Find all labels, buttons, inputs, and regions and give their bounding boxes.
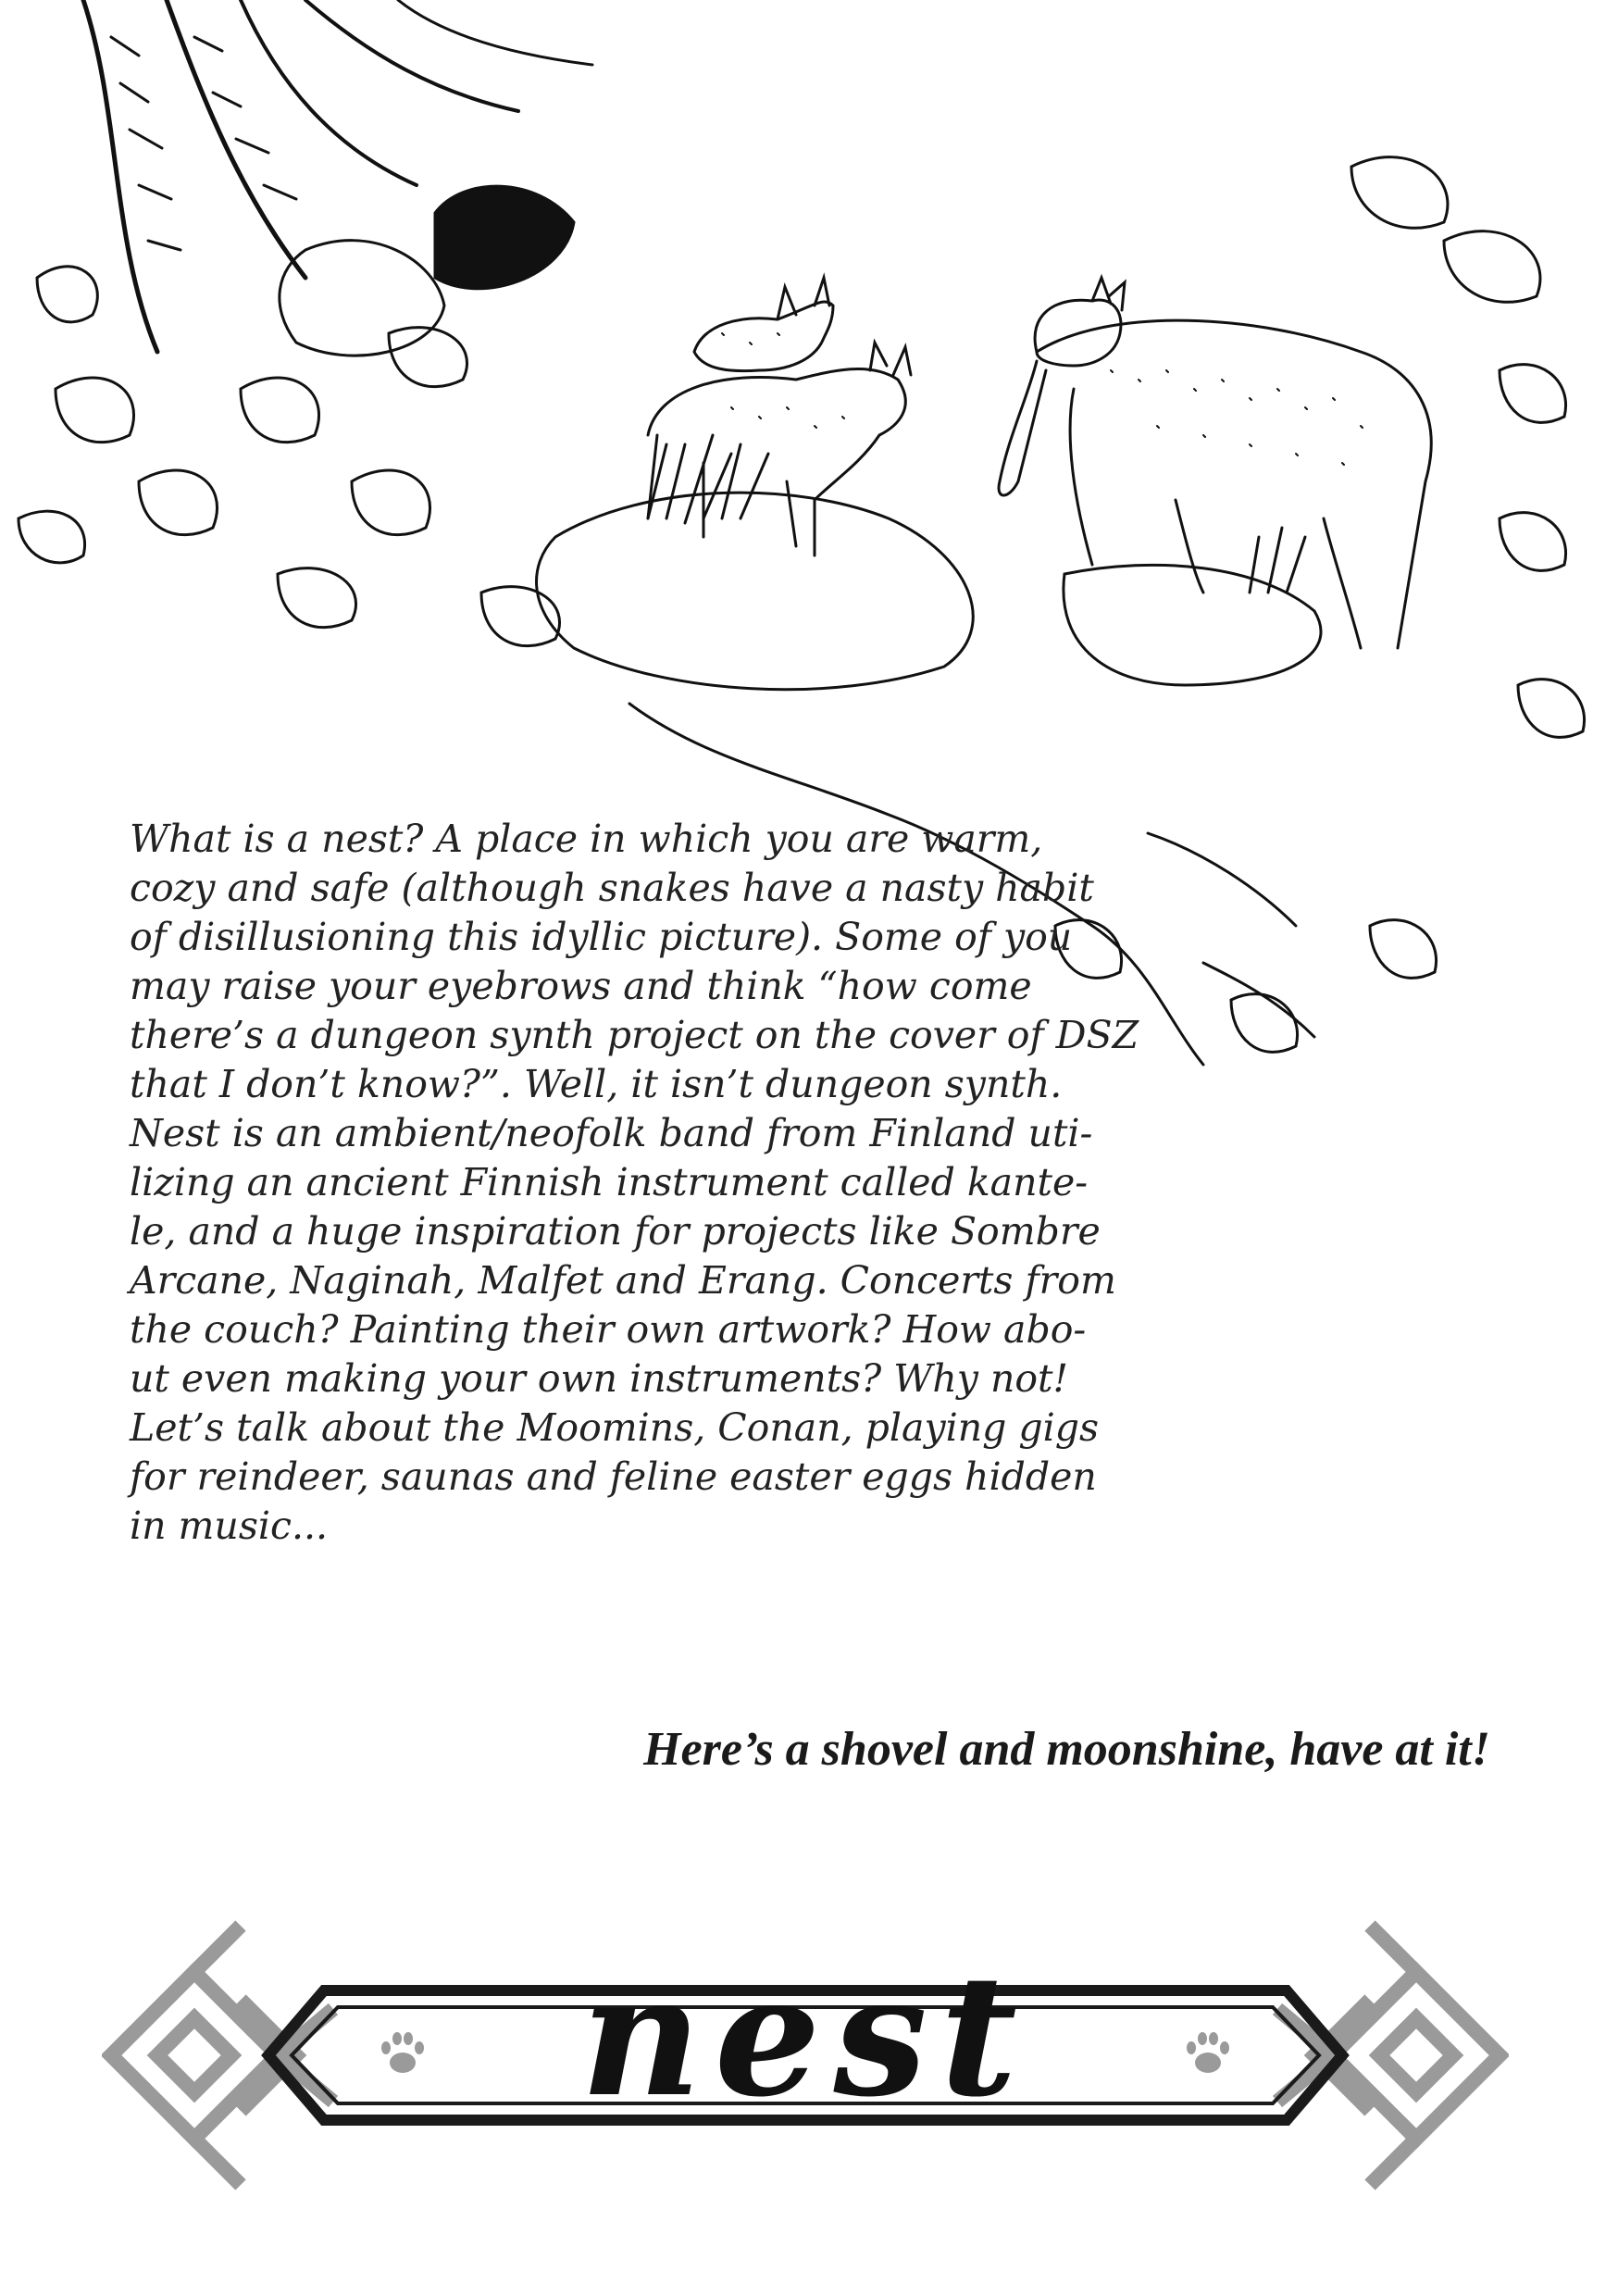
intro-line: of disillusioning this idyllic picture). Some of you — [130, 915, 1073, 959]
intro-line: there’s a dungeon synth project on the cover of DSZ — [130, 1013, 1139, 1057]
intro-line: Arcane, Naginah, Malfet and Erang. Concerts from — [130, 1258, 1116, 1303]
intro-line: Let’s talk about the Moomins, Conan, playing gigs — [130, 1405, 1100, 1450]
intro-line: that I don’t know?”. Well, it isn’t dungeon synth. — [130, 1062, 1063, 1106]
tagline: Here’s a shovel and moonshine, have at it! — [643, 1723, 1490, 1776]
band-logo-word: nest — [580, 1939, 1030, 2134]
intro-line: Nest is an ambient/neofolk band from Finland uti- — [130, 1111, 1093, 1155]
intro-line: lizing an ancient Finnish instrument called kante- — [130, 1160, 1089, 1204]
intro-line: for reindeer, saunas and feline easter eggs hidden — [130, 1454, 1097, 1499]
intro-line: the couch? Painting their own artwork? How abo- — [130, 1307, 1087, 1352]
intro-line: in music... — [130, 1504, 329, 1548]
intro-line: may raise your eyebrows and think “how come — [130, 964, 1032, 1008]
intro-line: ut even making your own instruments? Why not! — [130, 1356, 1069, 1401]
band-logo — [102, 1907, 1509, 2203]
intro-line: le, and a huge inspiration for projects like Sombre — [130, 1209, 1101, 1254]
intro-line: cozy and safe (although snakes have a nasty habit — [130, 866, 1094, 910]
intro-line: What is a nest? A place in which you are warm, — [130, 817, 1043, 861]
intro-paragraph — [130, 815, 1139, 1551]
